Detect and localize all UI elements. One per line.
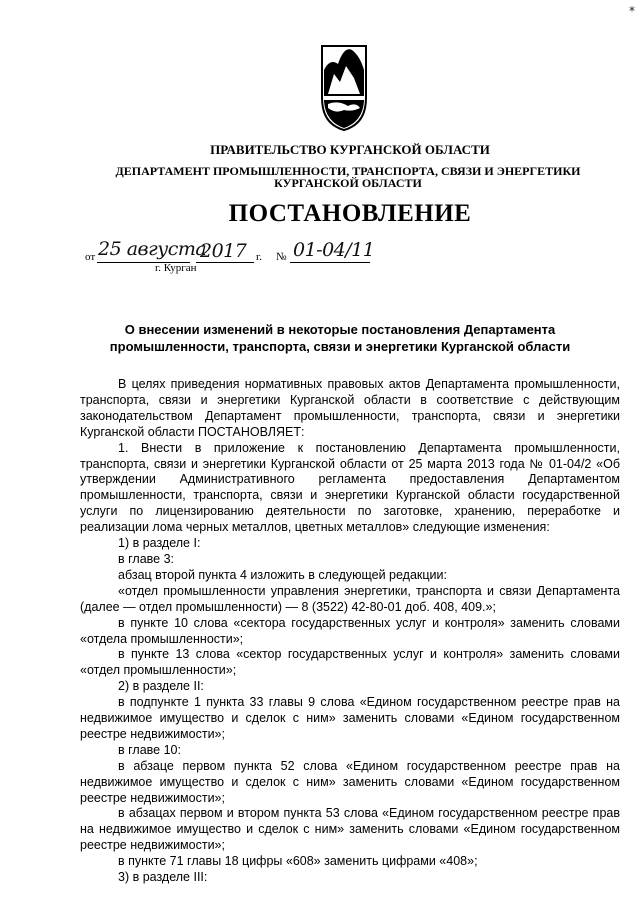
document-type: ПОСТАНОВЛЕНИЕ (228, 200, 472, 227)
paragraph-point-53: в абзацах первом и втором пункта 53 слова «Едином государственном реестре прав на недвижимое имущество и сделок с ним» заменить словами «Едином государственном реестре недвижимости»; (80, 806, 620, 853)
year-underline (196, 262, 254, 263)
handwritten-year: 2017 (200, 240, 247, 262)
paragraph-point-52: в абзаце первом пункта 52 слова «Едином государственном реестре прав на недвижимое имущество и сделок с ним» заменить словами «Едином государственном реестре недвижимости»; (80, 758, 620, 805)
year-suffix: г. (256, 251, 263, 263)
from-label: от (85, 251, 96, 263)
number-underline (290, 262, 370, 263)
paragraph-point-13: в пункте 13 слова «сектор государственных услуг и контроля» заменить словами «отдел промышленности»; (80, 647, 620, 678)
department-title-line2: КУРГАНСКОЙ ОБЛАСТИ (274, 176, 422, 190)
paragraph-preamble: В целях приведения нормативных правовых актов Департамента промышленности, транспорта, связи и энергетики Курганской области в соответствие с действующим законодательством Департамент промышленности, транспорта, связи и энергетики Курганской области ПОСТАНОВЛЯЕТ: (80, 377, 620, 439)
handwritten-number: 01-04/11 (293, 239, 375, 261)
paragraph-chapter-10: в главе 10: (118, 742, 181, 757)
number-label: № (276, 251, 287, 263)
paragraph-point-33: в подпункте 1 пункта 33 главы 9 слова «Едином государственном реестре прав на недвижимое имущество и сделок с ним» заменить словами «Едином государственном реестре недвижимости»; (80, 695, 620, 741)
corner-mark: * (629, 4, 635, 18)
subject-line2: промышленности, транспорта, связи и энергетики Курганской области (109, 339, 571, 354)
handwritten-date: 25 августа (98, 238, 207, 260)
paragraph-section-3: 3) в разделе III: (118, 870, 208, 885)
paragraph-chapter-3: в главе 3: (118, 551, 174, 566)
coat-of-arms-icon (318, 40, 370, 132)
paragraph-edit-intro: абзац второй пункта 4 изложить в следующей редакции: (118, 567, 447, 582)
department-title-line1: ДЕПАРТАМЕНТ ПРОМЫШЛЕННОСТИ, ТРАНСПОРТА, СВЯЗИ И ЭНЕРГЕТИКИ (115, 164, 581, 178)
document-body (80, 377, 620, 886)
paragraph-point-10: в пункте 10 слова «сектора государственных услуг и контроля» заменить словами «отдела промышленности»; (80, 615, 620, 646)
paragraph-new-wording: «отдел промышленности управления энергетики, транспорта и связи Департамента (далее — отдел промышленности) — 8 (3522) 42-80-01 доб. 408, 409.»; (80, 583, 620, 614)
paragraph-point-71: в пункте 71 главы 18 цифры «608» заменить цифрами «408»; (118, 854, 478, 869)
city-label: г. Курган (155, 262, 197, 274)
government-title: ПРАВИТЕЛЬСТВО КУРГАНСКОЙ ОБЛАСТИ (210, 142, 490, 157)
paragraph-section-2: 2) в разделе II: (118, 679, 204, 694)
paragraph-section-1: 1) в разделе I: (118, 536, 201, 551)
paragraph-item-1: 1. Внести в приложение к постановлению Департамента промышленности, транспорта, связи и энергетики Курганской области от 25 марта 2013 года № 01-04/2 «Об утверждении Административного регламента предоставления Департаментом промышленности, транспорта, связи и энергетики Курганской области государственной услуги по лицензированию деятельности по заготовке, хранению, переработке и реализации лома черных металлов, цветных металлов» следующие изменения: (80, 440, 620, 535)
subject-line1: О внесении изменений в некоторые постановления Департамента (124, 322, 556, 337)
